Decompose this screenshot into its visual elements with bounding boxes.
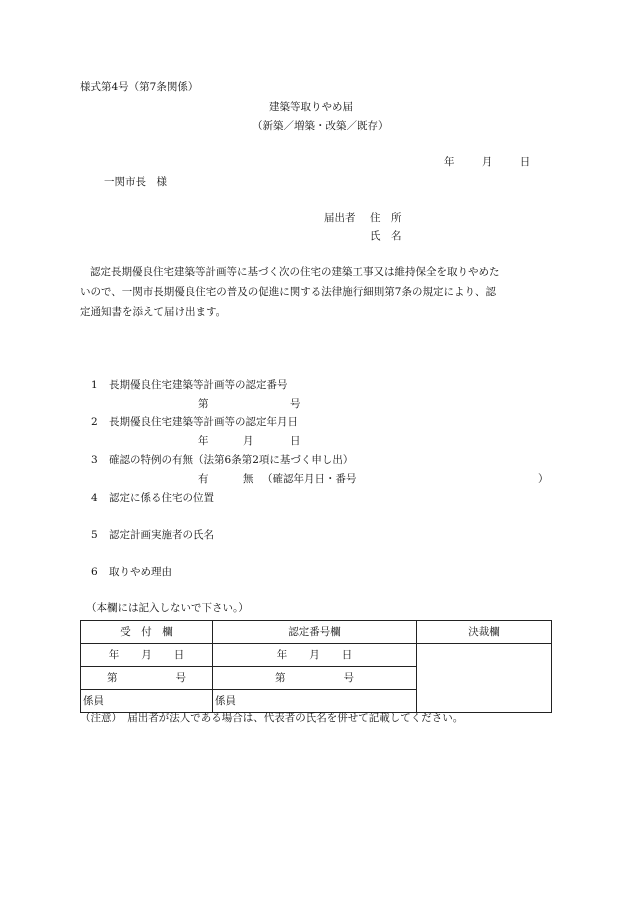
item-2-month: 月 bbox=[243, 435, 254, 447]
document-subtitle: （新築／増築・改築／既存） bbox=[252, 120, 389, 132]
approval-date-cell bbox=[213, 644, 417, 667]
item-label: 長期優良住宅建築等計画等の認定番号 bbox=[109, 379, 288, 391]
item-label: 確認の特例の有無（法第6条第2項に基づく申し出） bbox=[109, 454, 354, 466]
approval-staff-cell: 係員 bbox=[213, 690, 417, 713]
applicant-label: 届出者 bbox=[324, 212, 356, 224]
item-3 bbox=[91, 455, 353, 466]
approval-year: 年 bbox=[276, 648, 288, 661]
decision-cell bbox=[417, 644, 552, 713]
item-3-no: 無 bbox=[243, 473, 254, 485]
approval-number-header: 認定番号欄 bbox=[213, 621, 417, 644]
item-4 bbox=[91, 493, 214, 504]
date-line bbox=[444, 157, 530, 168]
footnote: （注意） 届出者が法人である場合は、代表者の氏名を併せて記載してください。 bbox=[80, 712, 464, 724]
addressee: 一関市長 様 bbox=[104, 176, 167, 188]
item-number: 2 bbox=[91, 416, 98, 428]
item-number: 5 bbox=[91, 529, 98, 541]
document-title: 建築等取りやめ届 bbox=[269, 101, 353, 113]
body-line-2: いので、一関市長期優良住宅の普及の促進に関する法律施行細則第7条の規定により、認 bbox=[80, 286, 496, 298]
item-2-year: 年 bbox=[198, 435, 209, 447]
approval-number-cell bbox=[213, 667, 417, 690]
item-number: 1 bbox=[91, 379, 98, 391]
table-row bbox=[81, 644, 552, 667]
office-use-table bbox=[80, 620, 552, 713]
approval-day: 日 bbox=[341, 648, 353, 661]
body-line-3: 定通知書を添えて届け出ます。 bbox=[80, 306, 227, 318]
approval-dai: 第 bbox=[275, 671, 286, 684]
item-1-go: 号 bbox=[290, 398, 301, 410]
item-3-yes: 有 bbox=[198, 473, 209, 485]
applicant-name-label: 氏 名 bbox=[370, 230, 402, 242]
reception-number-cell bbox=[81, 667, 213, 690]
approval-month: 月 bbox=[309, 648, 320, 661]
item-number: 3 bbox=[91, 454, 98, 466]
date-day: 日 bbox=[519, 156, 531, 168]
body-line-1: 認定長期優良住宅建築等計画等に基づく次の住宅の建築工事又は維持保全を取りやめた bbox=[90, 266, 500, 278]
reception-staff-cell: 係員 bbox=[81, 690, 213, 713]
office-use-note: （本欄には記入しないで下さい。） bbox=[86, 602, 249, 614]
reception-header: 受 付 欄 bbox=[81, 621, 213, 644]
item-5 bbox=[91, 530, 214, 541]
item-number: 6 bbox=[91, 566, 98, 578]
item-1-dai: 第 bbox=[198, 398, 209, 410]
item-label: 認定に係る住宅の位置 bbox=[109, 492, 215, 504]
applicant-address-label: 住 所 bbox=[370, 212, 402, 224]
item-label: 長期優良住宅建築等計画等の認定年月日 bbox=[109, 416, 299, 428]
reception-dai: 第 bbox=[107, 671, 118, 684]
table-header-row bbox=[81, 621, 552, 644]
item-3-detail: （確認年月日・番号 bbox=[262, 473, 357, 485]
item-2-day: 日 bbox=[290, 435, 301, 447]
reception-year: 年 bbox=[108, 648, 120, 661]
item-1 bbox=[91, 380, 288, 391]
form-id: 様式第4号（第7条関係） bbox=[80, 81, 199, 93]
item-6 bbox=[91, 567, 172, 578]
date-year: 年 bbox=[444, 156, 455, 168]
date-month: 月 bbox=[481, 156, 493, 168]
approval-go: 号 bbox=[343, 671, 354, 684]
item-label: 認定計画実施者の氏名 bbox=[109, 529, 215, 541]
item-3-close: ） bbox=[538, 473, 549, 485]
decision-header: 決裁欄 bbox=[417, 621, 552, 644]
item-label: 取りやめ理由 bbox=[109, 566, 173, 578]
item-2 bbox=[91, 417, 298, 428]
reception-date-cell bbox=[81, 644, 213, 667]
reception-month: 月 bbox=[141, 648, 152, 661]
item-number: 4 bbox=[91, 492, 98, 504]
reception-day: 日 bbox=[173, 648, 185, 661]
reception-go: 号 bbox=[175, 671, 186, 684]
